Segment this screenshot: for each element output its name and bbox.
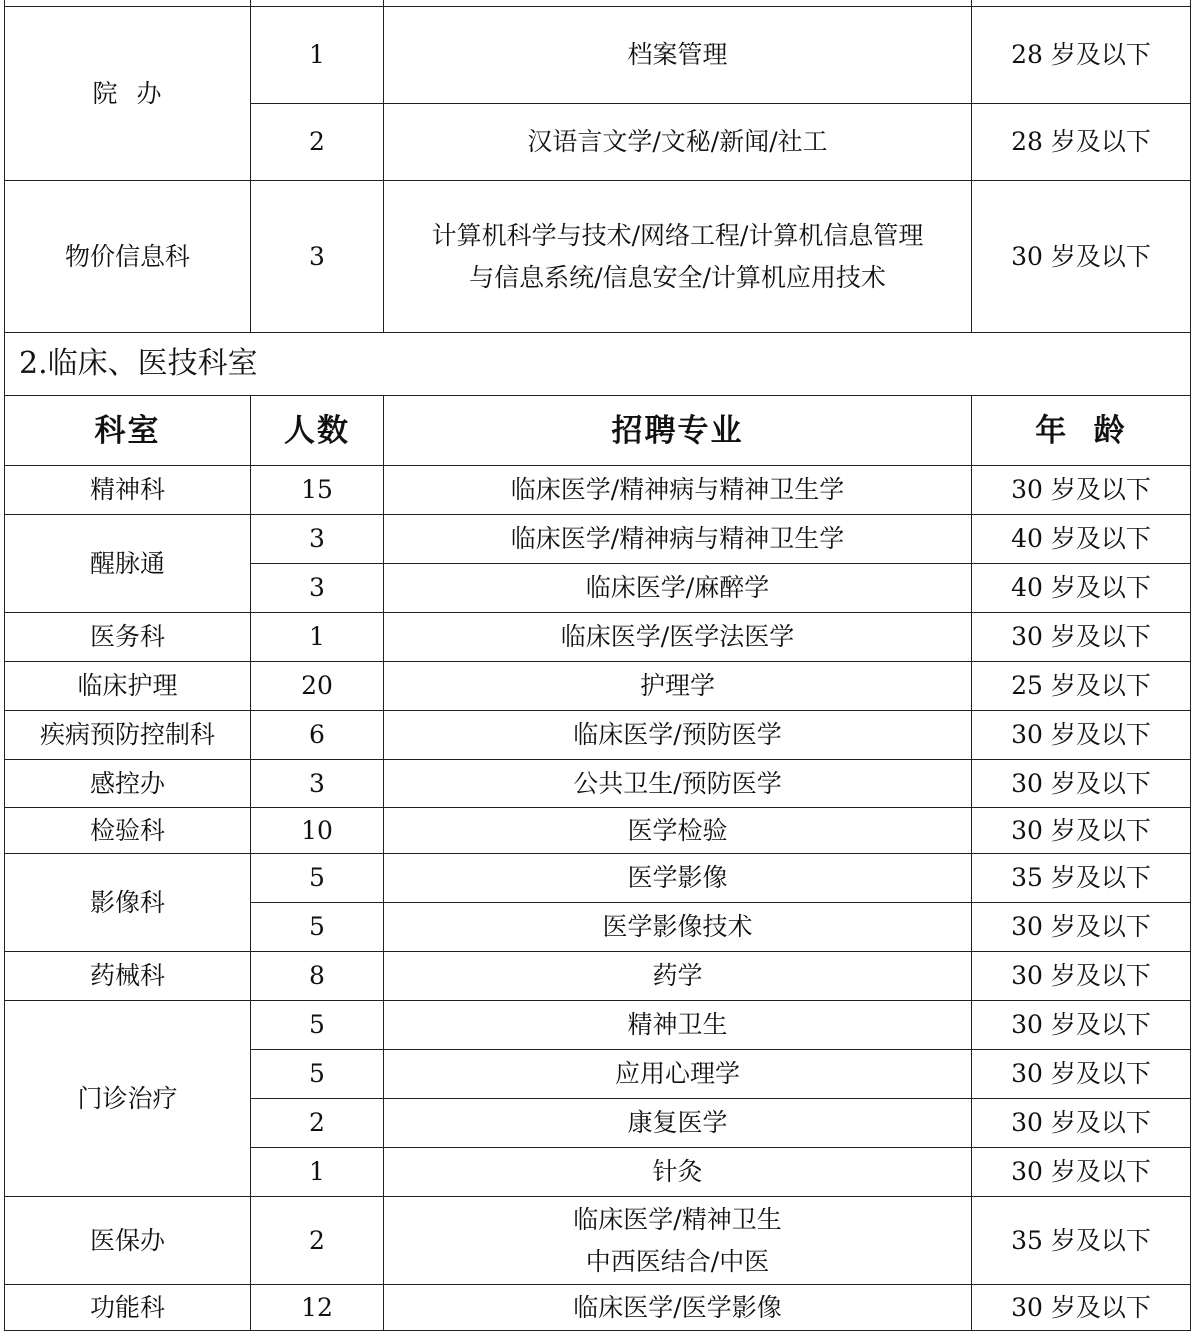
major-line: 临床医学/精神卫生 xyxy=(573,1204,782,1234)
count-cell: 1 xyxy=(251,1148,384,1197)
recruitment-table xyxy=(4,0,1191,1331)
major-cell: 精神卫生 xyxy=(384,1001,972,1050)
age-cell: 35 岁及以下 xyxy=(972,854,1191,903)
major-cell: 护理学 xyxy=(384,662,972,711)
count-cell: 2 xyxy=(251,1099,384,1148)
dept-cell: 影像科 xyxy=(5,854,251,952)
header-major: 招聘专业 xyxy=(384,396,972,466)
table-row xyxy=(5,1001,1191,1050)
dept-cell: 医保办 xyxy=(5,1197,251,1285)
header-row xyxy=(5,396,1191,466)
count-cell: 3 xyxy=(251,181,384,333)
major-cell: 临床医学/医学影像 xyxy=(384,1285,972,1331)
age-cell: 30 岁及以下 xyxy=(972,466,1191,515)
table-row xyxy=(5,711,1191,760)
major-cell: 康复医学 xyxy=(384,1099,972,1148)
count-cell: 5 xyxy=(251,1050,384,1099)
count-cell: 3 xyxy=(251,515,384,564)
major-cell: 针灸 xyxy=(384,1148,972,1197)
section-title: 2.临床、医技科室 xyxy=(5,333,1191,396)
count-cell: 1 xyxy=(251,7,384,104)
age-cell: 30 岁及以下 xyxy=(972,808,1191,854)
age-cell: 30 岁及以下 xyxy=(972,1148,1191,1197)
age-cell: 30 岁及以下 xyxy=(972,613,1191,662)
count-cell: 3 xyxy=(251,760,384,808)
major-cell: 应用心理学 xyxy=(384,1050,972,1099)
table-row xyxy=(5,7,1191,104)
major-line: 计算机科学与技术/网络工程/计算机信息管理 xyxy=(431,220,924,250)
dept-cell: 药械科 xyxy=(5,952,251,1001)
count-cell: 5 xyxy=(251,854,384,903)
major-cell: 公共卫生/预防医学 xyxy=(384,760,972,808)
major-cell xyxy=(384,181,972,333)
dept-cell: 院 办 xyxy=(5,7,251,181)
major-cell: 临床医学/精神病与精神卫生学 xyxy=(384,466,972,515)
major-cell: 临床医学/精神病与精神卫生学 xyxy=(384,515,972,564)
header-age: 年 龄 xyxy=(972,396,1191,466)
dept-cell: 门诊治疗 xyxy=(5,1001,251,1197)
age-cell: 30 岁及以下 xyxy=(972,181,1191,333)
age-cell: 40 岁及以下 xyxy=(972,564,1191,613)
section-title-row xyxy=(5,333,1191,396)
count-cell: 20 xyxy=(251,662,384,711)
count-cell: 5 xyxy=(251,903,384,952)
age-cell: 30 岁及以下 xyxy=(972,1050,1191,1099)
major-cell: 临床医学/预防医学 xyxy=(384,711,972,760)
table-row xyxy=(5,854,1191,903)
dept-cell: 功能科 xyxy=(5,1285,251,1331)
age-cell: 30 岁及以下 xyxy=(972,903,1191,952)
dept-cell: 醒脉通 xyxy=(5,515,251,613)
major-cell: 医学影像 xyxy=(384,854,972,903)
major-line: 与信息系统/信息安全/计算机应用技术 xyxy=(469,262,886,292)
count-cell: 2 xyxy=(251,1197,384,1285)
count-cell: 5 xyxy=(251,1001,384,1050)
table-row xyxy=(5,613,1191,662)
major-cell: 临床医学/医学法医学 xyxy=(384,613,972,662)
dept-cell: 检验科 xyxy=(5,808,251,854)
dept-cell: 医务科 xyxy=(5,613,251,662)
table-row xyxy=(5,808,1191,854)
dept-cell: 感控办 xyxy=(5,760,251,808)
age-cell: 25 岁及以下 xyxy=(972,662,1191,711)
age-cell: 35 岁及以下 xyxy=(972,1197,1191,1285)
table-row xyxy=(5,1197,1191,1285)
table-row xyxy=(5,181,1191,333)
table-row xyxy=(5,515,1191,564)
age-cell: 30 岁及以下 xyxy=(972,952,1191,1001)
dept-cell: 疾病预防控制科 xyxy=(5,711,251,760)
major-cell: 档案管理 xyxy=(384,7,972,104)
count-cell: 3 xyxy=(251,564,384,613)
dept-cell: 临床护理 xyxy=(5,662,251,711)
table-row xyxy=(5,466,1191,515)
dept-cell: 物价信息科 xyxy=(5,181,251,333)
major-cell: 医学检验 xyxy=(384,808,972,854)
header-dept: 科室 xyxy=(5,396,251,466)
major-cell xyxy=(384,1197,972,1285)
age-cell: 28 岁及以下 xyxy=(972,7,1191,104)
age-cell: 40 岁及以下 xyxy=(972,515,1191,564)
age-cell: 30 岁及以下 xyxy=(972,1099,1191,1148)
age-cell: 30 岁及以下 xyxy=(972,711,1191,760)
count-cell: 1 xyxy=(251,613,384,662)
table-row xyxy=(5,760,1191,808)
major-cell: 汉语言文学/文秘/新闻/社工 xyxy=(384,104,972,181)
age-cell: 30 岁及以下 xyxy=(972,760,1191,808)
count-cell: 15 xyxy=(251,466,384,515)
count-cell: 2 xyxy=(251,104,384,181)
age-cell: 30 岁及以下 xyxy=(972,1001,1191,1050)
major-cell: 医学影像技术 xyxy=(384,903,972,952)
major-cell: 药学 xyxy=(384,952,972,1001)
count-cell: 12 xyxy=(251,1285,384,1331)
table-row xyxy=(5,1285,1191,1331)
count-cell: 10 xyxy=(251,808,384,854)
table-row xyxy=(5,952,1191,1001)
count-cell: 6 xyxy=(251,711,384,760)
age-cell: 30 岁及以下 xyxy=(972,1285,1191,1331)
age-cell: 28 岁及以下 xyxy=(972,104,1191,181)
header-count: 人数 xyxy=(251,396,384,466)
major-line: 中西医结合/中医 xyxy=(585,1246,770,1276)
table-row xyxy=(5,662,1191,711)
major-cell: 临床医学/麻醉学 xyxy=(384,564,972,613)
count-cell: 8 xyxy=(251,952,384,1001)
dept-cell: 精神科 xyxy=(5,466,251,515)
